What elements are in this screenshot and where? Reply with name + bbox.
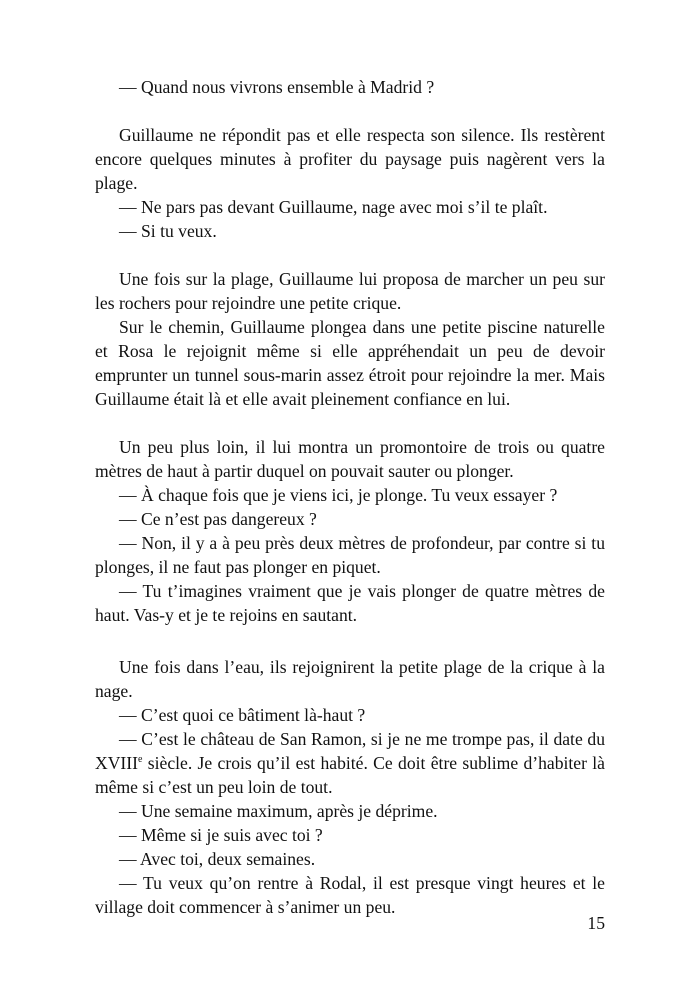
paragraph: — Une semaine maximum, après je déprime. [119, 801, 438, 821]
paragraph: — Même si je suis avec toi ? [119, 825, 323, 845]
paragraph-chateau [95, 727, 605, 799]
paragraph: — Si tu veux. [119, 221, 217, 241]
paragraph: Sur le chemin, Guillaume plongea dans une petite piscine naturelle et Rosa le rejoignit même si elle appréhendait un peu de devoir emprunter un tunnel sous-marin assez étroit pour rejoindre la mer. Mais Guillaume était là et elle avait pleinement confiance en lui. [95, 317, 605, 409]
paragraph-gap [95, 627, 605, 655]
paragraph: — C’est quoi ce bâtiment là-haut ? [119, 705, 366, 725]
paragraph: — Tu t’imagines vraiment que je vais plonger de quatre mètres de haut. Vas-y et je te rejoins en sautant. [95, 581, 605, 625]
paragraph: Une fois sur la plage, Guillaume lui proposa de marcher un peu sur les rochers pour rejoindre une petite crique. [95, 269, 605, 313]
paragraph: — Ne pars pas devant Guillaume, nage avec moi s’il te plaît. [119, 197, 548, 217]
paragraph: — Quand nous vivrons ensemble à Madrid ? [119, 77, 435, 97]
paragraph-gap [95, 99, 605, 123]
paragraph-gap [95, 243, 605, 267]
superscript: e [138, 754, 143, 765]
paragraph: — Tu veux qu’on rentre à Rodal, il est presque vingt heures et le village doit commencer à s’animer un peu. [95, 873, 605, 917]
text-span: siècle. Je crois qu’il est habité. Ce doit être sublime d’habiter là même si c’est un peu loin de tout. [95, 753, 605, 797]
paragraph: — Avec toi, deux semaines. [119, 849, 316, 869]
paragraph: — À chaque fois que je viens ici, je plonge. Tu veux essayer ? [119, 485, 558, 505]
body-text [95, 75, 605, 919]
paragraph: Guillaume ne répondit pas et elle respecta son silence. Ils restèrent encore quelques minutes à profiter du paysage puis nagèrent vers la plage. [95, 125, 605, 193]
paragraph: Un peu plus loin, il lui montra un promontoire de trois ou quatre mètres de haut à partir duquel on pouvait sauter ou plonger. [95, 437, 605, 481]
paragraph: — Non, il y a à peu près deux mètres de profondeur, par contre si tu plonges, il ne faut pas plonger en piquet. [95, 533, 605, 577]
paragraph: — Ce n’est pas dangereux ? [119, 509, 317, 529]
paragraph-gap [95, 411, 605, 435]
page-number: 15 [587, 913, 605, 933]
text-span: — C’est le château de San Ramon, si je ne me trompe pas, il date du XVIII [95, 729, 605, 773]
paragraph: Une fois dans l’eau, ils rejoignirent la petite plage de la crique à la nage. [95, 657, 605, 701]
